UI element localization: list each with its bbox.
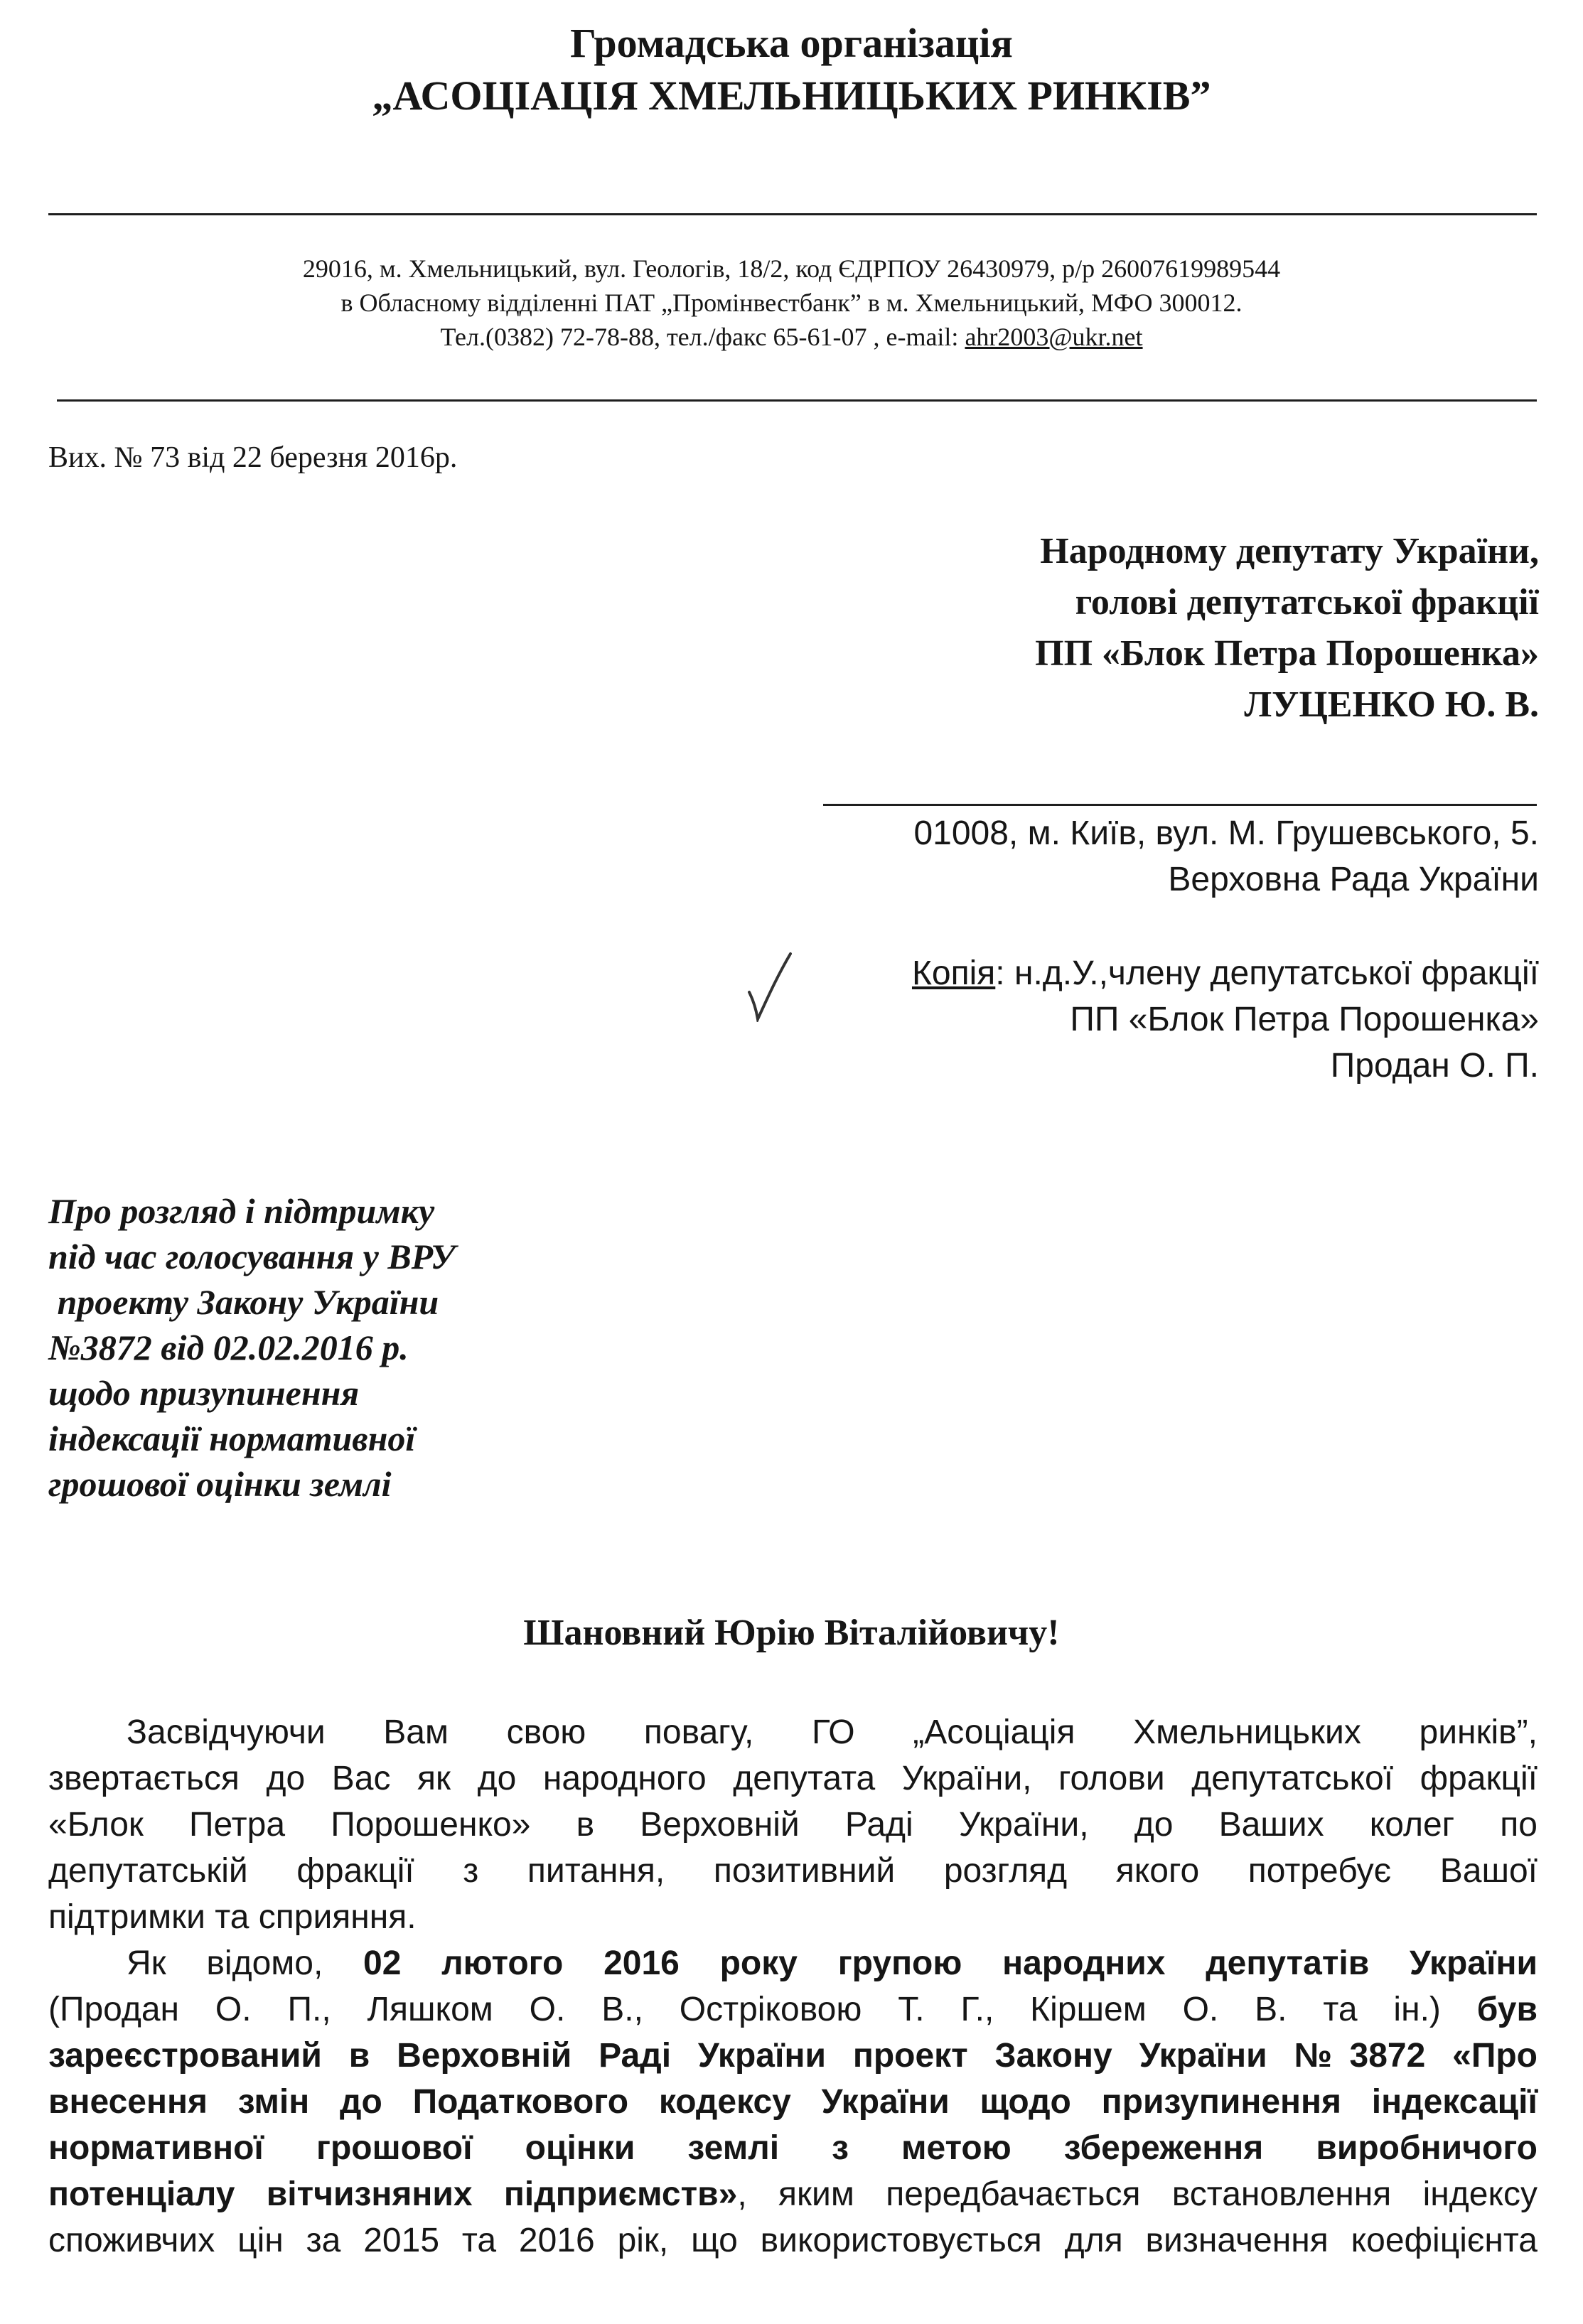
subject-line: під час голосування у ВРУ [48, 1237, 456, 1276]
copy-line-1 [912, 950, 1539, 996]
address-divider [823, 804, 1537, 806]
contact-line-2: в Обласному відділенні ПАТ „Промінвестбанк” в м. Хмельницький, МФО 300012. [340, 289, 1243, 317]
text-bold: потенціалу вітчизняних підприємств» [48, 2175, 738, 2213]
letterhead-divider-top [48, 213, 1537, 215]
paragraph-line: Засвідчуючи Вам свою повагу, ГО „Асоціація Хмельницьких ринків”, [127, 1714, 1538, 1751]
paragraph-line: «Блок Петра Порошенко» в Верховній Раді України, до Ваших колег по [48, 1806, 1538, 1844]
salutation: Шановний Юрію Віталійовичу! [523, 1613, 1060, 1653]
address-line-1: 01008, м. Київ, вул. М. Грушевського, 5. [913, 814, 1539, 852]
text-plain: (Продан О. П., Ляшком О. В., Остріковою Т. Г., Кіршем О. В. та ін.) [48, 1991, 1477, 2028]
paragraph-line [48, 2033, 1538, 2079]
text-bold: зареєстрований в Верховній Раді України проект Закону України №3872 «Про [48, 2037, 1538, 2075]
text-bold: був [1476, 1991, 1538, 2028]
contact-line-1: 29016, м. Хмельницький, вул. Геологів, 18/2, код ЄДРПОУ 26430979, р/р 26007619989544 [302, 254, 1281, 283]
addressee-line-3: ПП «Блок Петра Порошенка» [1035, 633, 1539, 674]
letterhead-divider-bottom [57, 399, 1537, 402]
text-bold: 02 лютого 2016 року групою народних депутатів України [363, 1944, 1538, 1982]
email-link[interactable]: ahr2003@ukr.net [965, 323, 1143, 351]
outgoing-number: Вих. № 73 від 22 березня 2016р. [48, 441, 458, 474]
copy-line-1-rest: : н.д.У.,члену депутатської фракції [995, 954, 1539, 992]
paragraph-line [48, 2125, 1538, 2171]
text-plain: Як відомо, [127, 1944, 364, 1982]
copy-label: Копія [911, 954, 996, 992]
paragraph-line: депутатській фракції з питання, позитивний розгляд якого потребує Вашої [48, 1852, 1538, 1890]
subject-line: проекту Закону України [48, 1282, 439, 1322]
paragraph-line [48, 1940, 1538, 1986]
text-bold: нормативної грошової оцінки землі з метою збереження виробничого [48, 2129, 1538, 2167]
copy-line-3: Продан О. П. [1330, 1047, 1539, 1085]
address-line-2: Верховна Рада України [1168, 861, 1539, 898]
addressee-line-2: голові депутатської фракції [1075, 582, 1539, 623]
subject-line: Про розгляд і підтримку [48, 1191, 435, 1231]
addressee-name: ЛУЦЕНКО Ю. В. [1244, 684, 1539, 725]
subject-line: №3872 від 02.02.2016 р. [48, 1328, 409, 1367]
contact-phones: Тел.(0382) 72-78-88, тел./факс 65-61-07 , e-mail: [440, 323, 965, 351]
paragraph-line: споживчих цін за 2015 та 2016 рік, що використовується для визначення коефіцієнта [48, 2222, 1538, 2259]
addressee-block [1035, 526, 1539, 731]
paragraph-line [48, 1986, 1538, 2033]
paragraph-line [48, 2171, 1538, 2217]
check-mark-icon [746, 951, 792, 1022]
copy-line-2: ПП «Блок Петра Порошенка» [1070, 1001, 1539, 1038]
addressee-line-1: Народному депутату України, [1040, 531, 1539, 571]
copy-block [912, 950, 1539, 1089]
text-bold: внесення змін до Податкового кодексу України щодо призупинення індексації [48, 2083, 1538, 2121]
address-block [913, 810, 1539, 903]
contact-line-3 [0, 321, 1583, 353]
text-plain: , яким передбачається встановлення індексу [737, 2175, 1538, 2213]
paragraph-line: звертається до Вас як до народного депутата України, голови депутатської фракції [48, 1760, 1538, 1797]
subject-line: індексації нормативної [48, 1419, 416, 1458]
org-type: Громадська організація [570, 20, 1013, 66]
paragraph-line [48, 2079, 1538, 2125]
subject-line: щодо призупинення [48, 1373, 360, 1413]
paragraph-line: підтримки та сприяння. [48, 1898, 417, 1936]
subject-line: грошової оцінки землі [48, 1464, 392, 1504]
letter-subject [48, 1188, 455, 1507]
org-name: „АСОЦІАЦІЯ ХМЕЛЬНИЦЬКИХ РИНКІВ” [372, 72, 1211, 119]
